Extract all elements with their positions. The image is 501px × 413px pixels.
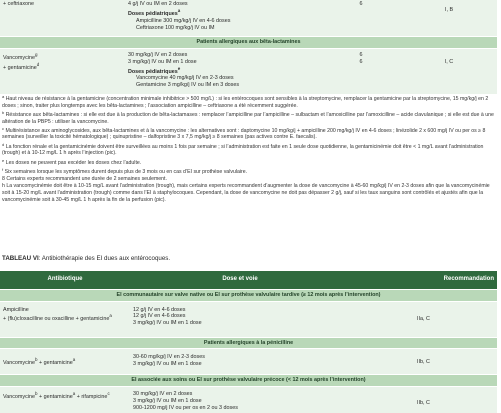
- drug-name-text: + rifampicine: [75, 394, 108, 401]
- footnote-ref: d: [36, 61, 40, 67]
- dose-line: 900-1200 mg/j IV ou per os en 2 ou 3 doses: [133, 405, 238, 412]
- table-row: [0, 0, 497, 36]
- table-vi: [0, 271, 497, 413]
- footnote-text: Haut niveau de résistance à la gentamicine (concentration minimale inhibitrice > 500 mg/L) : si les entérocoques sont sensibles à la streptomycine, remplacer la gentamicine par la streptomycine, 15 mg/kg/j en 2 doses ; sinon, traiter plus longtemps avec les bêta-lactamines ; l’association ampicilline – ceftriaxone a été récemment suggérée.: [2, 96, 489, 109]
- section-band: Patients allergiques à la pénicilline: [0, 337, 497, 349]
- column-header: Antibiotique: [47, 276, 83, 282]
- footnote: [2, 142, 497, 157]
- column-header: Dose et voie: [222, 276, 258, 282]
- antibiotic-cell: [0, 302, 130, 337]
- recommendation-cell: [350, 349, 497, 374]
- footnote-text: h La vancomycinémie doit être à 10-15 mg/L avant l’administration (trough), mais certains experts recommandent d’augmenter la dose de vancomycine à 45-60 mg/kg/j IV en 2-3 doses afin que la vancomycinémie soit à 15-20 mg/L avant l’administration (trough) comme dans l’EI à staphylocoques. Cependant, la dose de vancomycine ne doit pas dépasser 2 g/j, sauf si les taux sanguins sont contrôlés et ajustés afin que la vancomycinémie soit à 30-45 mg/L 1 h après la fin de la perfusion (pic).: [2, 183, 490, 203]
- footnote: [2, 176, 497, 183]
- recommendation-cell: [350, 302, 497, 337]
- dose-line: 30 mg/kg/j IV en 2 doses: [133, 391, 193, 398]
- footnote-text: Multirésistance aux aminoglycosides, aux bêta-lactamines et à la vancomycine : les alternatives sont : daptomycine 10 mg/kg/j + ampicilline 200 mg/kg/j IV en 4-6 doses ; linézolide 2 x 600 mg/j IV ou per os ≥ 8 semaines (surveiller la toxicité hématologique) ; quinupristine – dalfopristine 3 x 7,5 mg/kg/j ≥ 8 semaines (pas actives contre E. faecalis).: [2, 127, 486, 141]
- footnote: [2, 110, 497, 125]
- table-header-row: [0, 271, 497, 289]
- footnote-text: La fonction rénale et la gentamicinémie doivent être surveillées au moins 1 fois par semaine ; si l’administration est faite en 1 seule dose quotidienne, la gentamicinémie doit être < 1 mg/L avant l’administration (trough) et à 10-12 mg/L 1 h après l’injection (pic).: [2, 143, 484, 157]
- drug-name-text: Vancomycine: [3, 54, 35, 61]
- footnote-ref: a: [72, 391, 76, 397]
- dose-cell: [125, 0, 321, 36]
- pediatric-label-text: Doses pédiatriques: [128, 10, 178, 17]
- pediatric-label: [128, 8, 318, 18]
- recommendation-cell: [350, 387, 497, 413]
- footnote-ref: e: [177, 65, 181, 71]
- drug-name-text: Vancomycine: [3, 394, 35, 401]
- footnote-text: Six semaines lorsque les symptômes durent depuis plus de 3 mois ou en cas d’EI sur prothèse valvulaire.: [4, 168, 248, 175]
- footnote: [2, 158, 497, 167]
- footnote-ref: g: [34, 51, 38, 57]
- dose-line: 3 mg/kg/j IV ou IM en 1 dose: [133, 398, 202, 405]
- duration-value: 6: [359, 51, 363, 58]
- pediatric-dose: Gentamicine 3 mg/kg/j IV ou IM en 3 doses: [136, 82, 240, 89]
- dose-cell: [130, 302, 350, 337]
- dose-line: 3 mg/kg/j IV ou IM en 1 dose: [133, 320, 202, 327]
- footnote-marker: b: [2, 109, 5, 115]
- antibiotic-cell: [0, 0, 125, 36]
- footnote-marker: d: [2, 141, 5, 147]
- drug-name: [3, 62, 122, 72]
- table-row: [0, 348, 497, 374]
- table-row: [0, 301, 497, 337]
- pediatric-label: [128, 66, 318, 76]
- table-continued: [0, 0, 497, 94]
- footnote: [2, 94, 497, 109]
- table-row: [0, 48, 497, 94]
- dose-cell: [130, 349, 350, 374]
- footnote-ref: a: [177, 7, 181, 13]
- footnote-text: Résistance aux bêta-lactamines : si elle est due à la production de bêta-lactamases : remplacer l’ampicilline par l’ampicilline – sulbactam et l’amoxicilline par l’amoxicilline – acide clavulanique ; si elle est due à une altération de la PBP5 : utiliser la vancomycine.: [2, 111, 494, 125]
- drug-name-text: + (flu)cloxacilline ou oxacilline + gentamicine: [3, 316, 110, 323]
- section-band: Patients allergiques aux bêta-lactamines: [0, 36, 497, 48]
- recommendation-value: IIb, C: [417, 358, 430, 365]
- table-row: [0, 386, 497, 413]
- footnote-text: Les doses ne peuvent pas excéder les doses chez l’adulte.: [5, 159, 142, 166]
- drug-name: [3, 52, 122, 62]
- drug-name: [3, 391, 110, 401]
- column-header: Recommandation: [443, 276, 494, 282]
- footnote: [2, 126, 497, 141]
- pediatric-dose: Ceftriaxone 100 mg/kg/j IV ou IM: [136, 24, 215, 31]
- duration-cell: [321, 0, 401, 36]
- footnote-ref: b: [34, 391, 38, 397]
- footnote-marker: a: [2, 94, 5, 99]
- footnote: [2, 167, 497, 176]
- footnote-marker: e: [2, 157, 5, 163]
- drug-name-text: Vancomycine: [3, 359, 35, 366]
- recommendation-value: IIa, C: [417, 315, 430, 322]
- dose-line: 30-60 mg/kg/j IV en 2-3 doses: [133, 354, 205, 361]
- pediatric-label-text: Doses pédiatriques: [128, 68, 178, 75]
- table-caption-text: : Antibiothérapie des EI dues aux entérocoques.: [38, 255, 171, 262]
- recommendation-cell: [401, 0, 497, 36]
- dose-line: 12 g/j IV en 4-6 doses: [133, 306, 186, 313]
- table-caption-label: TABLEAU VI: [2, 255, 39, 262]
- drug-name-text: + gentamicine: [37, 359, 73, 366]
- footnote-ref: a: [109, 313, 112, 319]
- footnote-marker: c: [2, 125, 4, 131]
- drug-name: [3, 357, 75, 367]
- footnote: [2, 183, 497, 203]
- dose-cell: [130, 387, 350, 413]
- antibiotic-cell: [0, 49, 125, 94]
- footnote-text: 8 Certains experts recommandent une durée de 2 semaines seulement.: [2, 176, 167, 183]
- drug-name: Ampicilline: [3, 306, 29, 313]
- recommendation-value: I, B: [444, 7, 454, 13]
- pediatric-dose: Vancomycine 40 mg/kg/j IV en 2-3 doses: [136, 75, 234, 82]
- footnote-ref: a: [72, 357, 76, 363]
- dose-line: 3 mg/kg/j IV ou IM en 1 dose: [133, 361, 202, 368]
- drug-name: [3, 313, 127, 323]
- footnote-marker: f: [2, 166, 4, 172]
- dose-line: 3 mg/kg/j IV ou IM en 1 dose: [128, 58, 197, 65]
- section-band: EI communautaire sur valve native ou EI sur prothèse valvulaire tardive (≥ 12 mois après l’intervention): [0, 289, 497, 301]
- footnotes: [2, 94, 497, 204]
- antibiotic-cell: [0, 387, 130, 413]
- duration-value: 6: [359, 1, 363, 7]
- drug-name: + ceftriaxone: [3, 1, 35, 7]
- pediatric-dose: Ampicilline 300 mg/kg/j IV en 4-6 doses: [136, 17, 231, 24]
- footnote-ref: c: [107, 391, 110, 397]
- drug-name-text: + gentamicine: [3, 64, 37, 71]
- duration-cell: [321, 49, 401, 94]
- dose-line: 30 mg/kg/j IV en 2 doses: [128, 51, 188, 58]
- footnote-ref: b: [34, 357, 38, 363]
- recommendation-cell: [401, 49, 497, 94]
- duration-value: 6: [359, 58, 363, 65]
- recommendation-value: IIb, C: [417, 400, 430, 407]
- section-band: EI associée aux soins ou EI sur prothèse valvulaire précoce (< 12 mois après l’intervention): [0, 374, 497, 386]
- antibiotic-cell: [0, 349, 130, 374]
- dose-line: 12 g/j IV en 4-6 doses: [133, 313, 186, 320]
- table-caption: [2, 255, 170, 263]
- dose-cell: [125, 49, 321, 94]
- dose-line: 4 g/j IV ou IM en 2 doses: [128, 1, 188, 7]
- recommendation-value: I, C: [444, 58, 454, 65]
- drug-name-text: + gentamicine: [37, 394, 73, 401]
